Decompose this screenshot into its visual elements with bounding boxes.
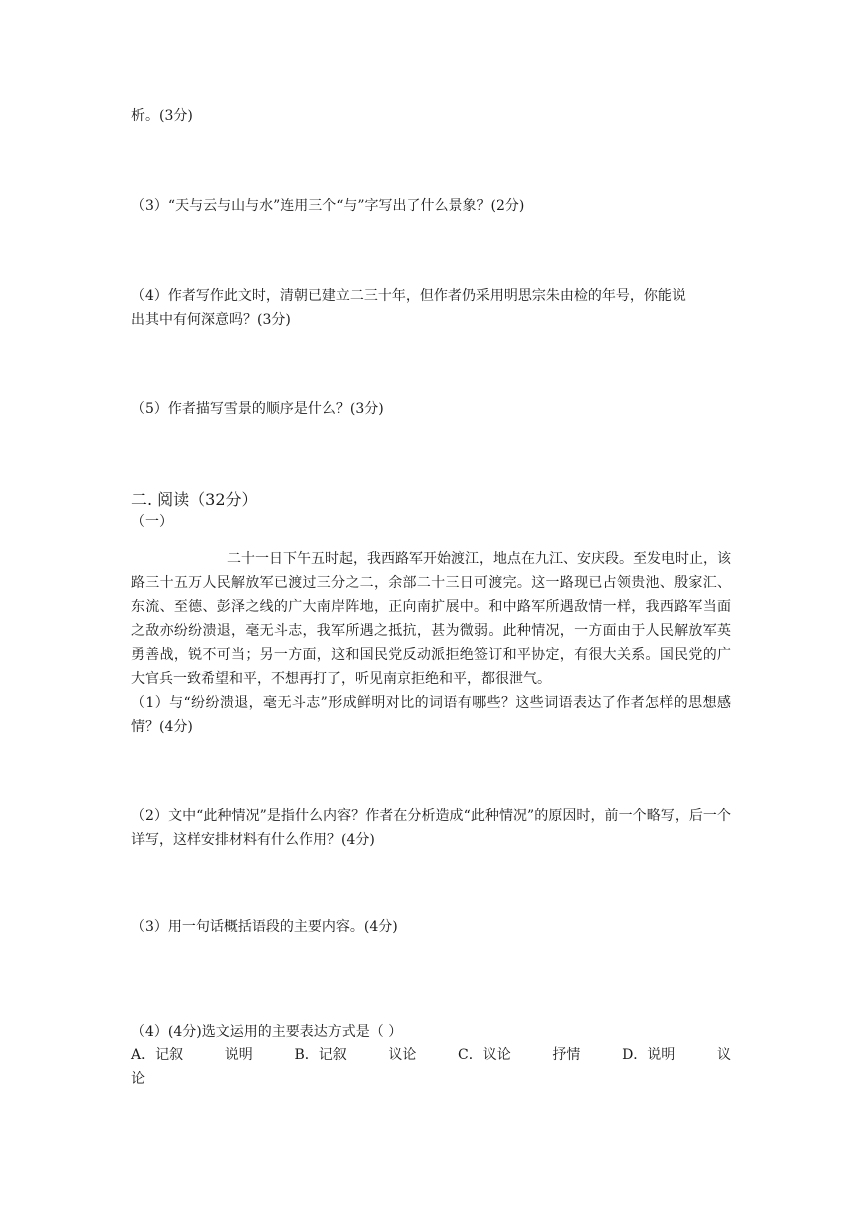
section-title: 二. 阅读（32分） (131, 490, 258, 509)
option-b-label[interactable]: B．记叙 (294, 1047, 347, 1063)
question-4-line-2: 出其中有何深意吗？(3分) (131, 312, 291, 328)
reading-question-4: （4）(4分)选文运用的主要表达方式是（ ） (131, 1024, 403, 1040)
passage-text: 二十一日下午五时起，我西路军开始渡江，地点在九江、安庆段。至发电时止，该路三十五万人民解放军已渡过三分之二，余部二十三日可渡完。这一路现已占领贵池、殷家汇、东流、至德、彭泽之线的广大南岸阵地，正向南扩展中。和中路军所遇敌情一样，我西路军当面之敌亦纷纷溃退，毫无斗志，我军所遇之抵抗，甚为微弱。此种情况，一方面由于人民解放军英勇善战，锐不可当；另一方面，这和国民党反动派拒绝签订和平协定，有很大关系。国民党的广大官兵一致希望和平，不想再打了，听见南京拒绝和平，都很泄气。 (131, 551, 731, 687)
reading-question-2: （2）文中“此种情况”是指什么内容？作者在分析造成“此种情况”的原因时，前一个略写，后一个详写，这样安排材料有什么作用？(4分) (131, 808, 731, 848)
option-d-label[interactable]: D．说明 (622, 1047, 676, 1063)
option-a-text: 说明 (224, 1047, 253, 1063)
question-4-line-1: （4）作者写作此文时，清朝已建立二三十年，但作者仍采用明思宗朱由检的年号，你能说 (131, 288, 686, 304)
question-3: （3）“天与云与山与水”连用三个“与”字写出了什么景象？(2分) (131, 198, 525, 214)
reading-question-3: （3）用一句话概括语段的主要内容。(4分) (131, 919, 398, 935)
option-d-text-tail: 论 (131, 1071, 145, 1087)
option-a-label[interactable]: A．记叙 (131, 1047, 184, 1063)
question-5: （5）作者描写雪景的顺序是什么？(3分) (131, 401, 384, 417)
option-c-text: 抒情 (552, 1047, 581, 1063)
reading-question-1: （1）与“纷纷溃退，毫无斗志”形成鲜明对比的词语有哪些？这些词语表达了作者怎样的思想感情？(4分) (131, 695, 731, 735)
answer-options (131, 1043, 731, 1091)
option-b-text: 议论 (388, 1047, 417, 1063)
option-d-text: 议 (716, 1047, 731, 1063)
reading-passage (131, 547, 731, 739)
option-c-label[interactable]: C．议论 (458, 1047, 511, 1063)
q2-tail: 析。(3分) (131, 108, 193, 124)
sub-title: （一） (131, 514, 173, 530)
